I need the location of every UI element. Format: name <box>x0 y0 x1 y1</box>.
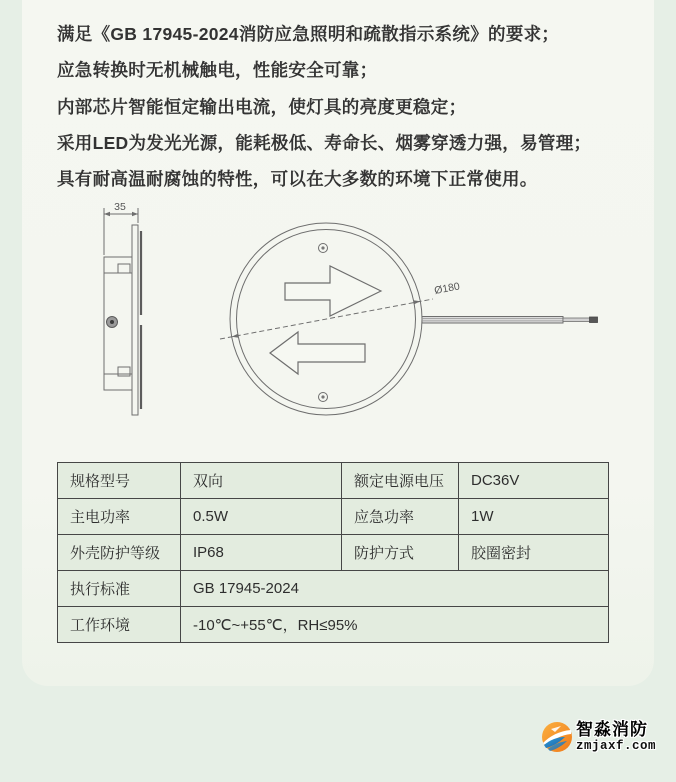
spec-label: 主电功率 <box>58 499 181 535</box>
spec-label: 外壳防护等级 <box>58 535 181 571</box>
feature-line: 应急转换时无机械触电，性能安全可靠； <box>57 60 378 81</box>
dimension-arrow-left <box>104 212 110 216</box>
mounting-tab <box>118 367 130 376</box>
technical-drawing <box>57 195 602 445</box>
spec-value: IP68 <box>181 535 342 571</box>
spec-label: 工作环境 <box>58 607 181 643</box>
screw-hole-bottom-center <box>321 395 324 398</box>
spec-value: 胶圈密封 <box>459 535 609 571</box>
brand-domain: zmjaxf.com <box>576 739 657 753</box>
spec-label: 应急功率 <box>342 499 459 535</box>
faceplate-profile <box>132 225 138 415</box>
arrow-right-symbol <box>285 266 381 316</box>
screw-hole-top-center <box>321 246 324 249</box>
brand-logo-icon <box>541 721 573 753</box>
dimension-arrow-right <box>132 212 138 216</box>
technical-drawing-svg <box>57 195 602 445</box>
side-width-dimension-label: 35 <box>114 201 126 213</box>
feature-list <box>57 16 591 197</box>
brand-name: 智淼消防 <box>576 720 648 739</box>
brand-watermark <box>541 721 656 753</box>
diameter-dimension-line <box>220 299 433 339</box>
diameter-arrowhead <box>413 300 420 304</box>
mounting-tab <box>118 264 130 273</box>
spec-label: 防护方式 <box>342 535 459 571</box>
cable-body <box>422 317 563 324</box>
content-card <box>22 0 654 686</box>
arrow-left-symbol <box>270 332 365 374</box>
feature-line: 满足《GB 17945-2024消防应急照明和疏散指示系统》的要求； <box>57 24 560 44</box>
side-view-drawing <box>104 201 141 415</box>
cable-wire-end <box>563 318 590 322</box>
cable-tip <box>590 317 598 323</box>
spec-label: 执行标准 <box>58 571 181 607</box>
spec-value: 1W <box>459 499 609 535</box>
cable-gland-center <box>110 320 114 324</box>
spec-label: 额定电源电压 <box>342 463 459 499</box>
spec-table <box>57 462 609 643</box>
spec-value: GB 17945-2024 <box>181 571 609 607</box>
power-cable <box>422 317 598 324</box>
spec-value: -10℃~+55℃，RH≤95% <box>181 607 609 643</box>
spec-value: 0.5W <box>181 499 342 535</box>
diameter-dimension-label: Ø180 <box>433 280 461 297</box>
feature-line: 采用LED为发光光源，能耗极低、寿命长、烟雾穿透力强，易管理； <box>57 132 592 153</box>
spec-value: DC36V <box>459 463 609 499</box>
feature-line: 内部芯片智能恒定输出电流，使灯具的亮度更稳定； <box>57 96 467 117</box>
spec-value: 双向 <box>181 463 342 499</box>
spec-label: 规格型号 <box>58 463 181 499</box>
feature-line: 具有耐高温耐腐蚀的特性，可以在大多数的环境下正常使用。 <box>57 169 538 190</box>
front-view-drawing <box>220 223 598 415</box>
